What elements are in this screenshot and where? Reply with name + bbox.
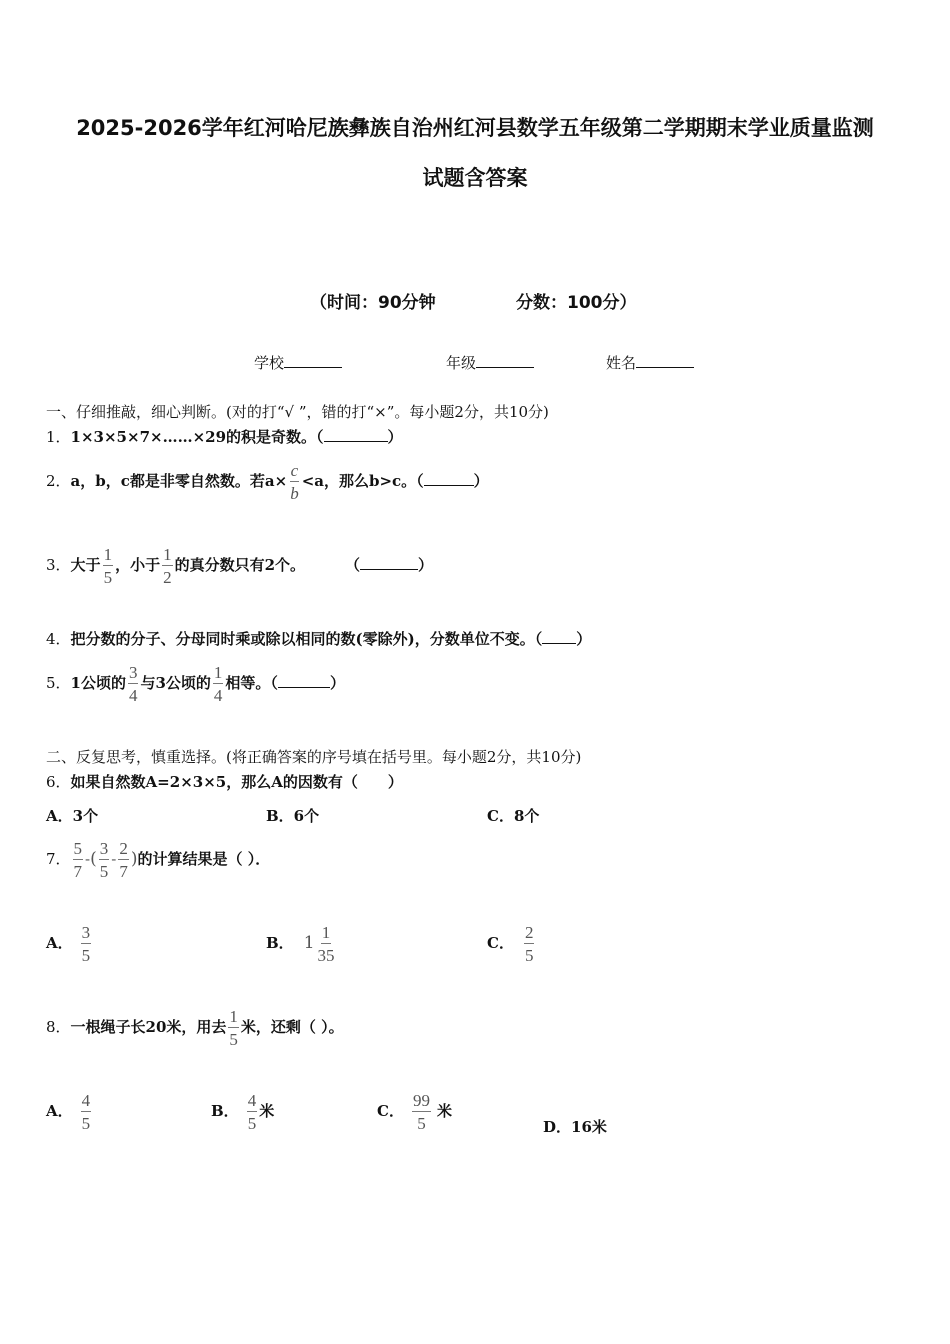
q5-fraction-2	[213, 664, 224, 704]
q8-number: 8．	[46, 1018, 71, 1036]
exam-score: 分数：100分）	[516, 293, 637, 313]
q2-pre: a，b，c都是非零自然数。若a×	[70, 472, 288, 490]
q3-f2-denominator: 2	[163, 568, 172, 587]
q2-number: 2．	[46, 472, 71, 490]
name-blank[interactable]	[636, 367, 694, 368]
q8-c-unit: 米	[436, 1102, 452, 1120]
question-8	[46, 1008, 344, 1048]
q7-option-b-label: B．	[266, 934, 294, 952]
q3-answer-blank[interactable]	[360, 569, 418, 570]
q8-option-c[interactable]	[377, 1092, 452, 1132]
q5-mid: 与3公顷的	[140, 674, 211, 692]
q7-option-c-fraction	[524, 924, 535, 964]
q7-b-denominator: 35	[317, 946, 335, 965]
document-title-line2: 试题含答案	[422, 166, 528, 190]
q6-option-c[interactable]: C．8个	[487, 807, 540, 825]
q7-f2-numerator: 3	[99, 839, 109, 858]
question-1	[46, 426, 403, 447]
q7-minus-2: -	[111, 850, 117, 868]
question-4	[46, 628, 591, 649]
q2-fraction	[289, 462, 300, 502]
q7-f3-numerator: 2	[119, 839, 128, 858]
q7-a-numerator: 3	[81, 923, 91, 942]
q7-option-b-fraction	[317, 924, 336, 964]
q5-f2-denominator: 4	[213, 686, 223, 705]
q1-answer-blank[interactable]	[324, 441, 388, 442]
q8-b-denominator: 5	[247, 1114, 257, 1133]
section2-heading: 二、反复思考，慎重选择。(将正确答案的序号填在括号里。每小题2分，共10分)	[46, 748, 582, 766]
q5-number: 5．	[46, 674, 71, 692]
q8-numerator: 1	[229, 1007, 238, 1026]
q4-end: ）	[576, 630, 592, 648]
q3-f1-denominator: 5	[103, 568, 113, 587]
q8-b-unit: 米	[259, 1102, 275, 1120]
q7-minus-1: -	[85, 850, 91, 868]
q8-option-b[interactable]	[211, 1092, 274, 1132]
q5-f2-numerator: 1	[213, 663, 223, 682]
q8-option-a[interactable]	[46, 1092, 93, 1132]
q7-fraction-1	[73, 840, 84, 880]
q1-end: ）	[387, 428, 403, 446]
q4-number: 4．	[46, 630, 71, 648]
q7-f2-denominator: 5	[99, 862, 109, 881]
grade-field[interactable]	[446, 352, 534, 373]
name-label: 姓名	[606, 354, 637, 372]
q7-c-denominator: 5	[524, 946, 534, 965]
q3-f2-numerator: 1	[163, 545, 172, 564]
question-2	[46, 462, 489, 502]
q7-f1-denominator: 7	[73, 862, 83, 881]
q3-mid: ，小于	[115, 556, 161, 574]
q7-lparen: (	[90, 849, 97, 869]
q5-post: 相等。（	[225, 674, 278, 692]
q4-text: 把分数的分子、分母同时乘或除以相同的数(零除外)，分数单位不变。（	[70, 630, 543, 648]
q5-answer-blank[interactable]	[278, 687, 330, 688]
q8-option-d[interactable]: D．16米	[543, 1118, 607, 1136]
question-7	[46, 840, 270, 880]
q8-fraction	[228, 1008, 239, 1048]
q7-f3-denominator: 7	[119, 862, 128, 881]
q3-fraction-2	[162, 546, 173, 586]
q8-denominator: 5	[229, 1030, 238, 1049]
q6-option-b[interactable]: B．6个	[266, 807, 320, 825]
question-3	[46, 546, 433, 586]
q1-text: 1×3×5×7×……×29的积是奇数。（	[70, 428, 324, 446]
q2-frac-denominator: b	[290, 484, 299, 503]
q7-fraction-2	[99, 840, 110, 880]
q3-number: 3．	[46, 556, 71, 574]
q7-c-numerator: 2	[524, 923, 534, 942]
q3-post: 的真分数只有2个。	[174, 556, 306, 574]
q7-number: 7．	[46, 850, 71, 868]
q5-f1-numerator: 3	[128, 663, 138, 682]
q5-pre: 1公顷的	[70, 674, 126, 692]
q1-number: 1．	[46, 428, 71, 446]
q8-post: 米，还剩（ ）。	[240, 1018, 344, 1036]
school-blank[interactable]	[284, 367, 342, 368]
q8-pre: 一根绳子长20米，用去	[70, 1018, 227, 1036]
name-field[interactable]	[606, 352, 694, 373]
q5-end: ）	[329, 674, 345, 692]
q5-fraction-1	[128, 664, 139, 704]
q6-number: 6．	[46, 773, 71, 791]
q7-fraction-3	[118, 840, 129, 880]
q8-c-denominator: 5	[417, 1114, 426, 1133]
q8-c-numerator: 99	[412, 1091, 430, 1110]
q3-f1-numerator: 1	[103, 545, 113, 564]
q8-option-b-label: B．	[211, 1102, 239, 1120]
q7-option-c[interactable]	[487, 924, 536, 964]
q7-text: 的计算结果是（ ）．	[137, 850, 271, 868]
school-label: 学校	[254, 354, 285, 372]
q3-end: ）	[418, 556, 434, 574]
q2-end: ）	[473, 472, 489, 490]
q5-f1-denominator: 4	[128, 686, 138, 705]
q7-option-a-label: A．	[46, 934, 73, 952]
q3-pre: 大于	[70, 556, 101, 574]
q7-rparen: )	[130, 849, 138, 869]
q8-b-numerator: 4	[247, 1091, 257, 1110]
grade-blank[interactable]	[476, 367, 534, 368]
question-6	[46, 771, 403, 792]
q3-fraction-1	[103, 546, 114, 586]
q7-option-c-label: C．	[487, 934, 514, 952]
q2-frac-numerator: c	[290, 461, 299, 480]
q6-option-a[interactable]: A．3个	[46, 807, 99, 825]
q3-paren-open: （	[345, 556, 361, 574]
q4-answer-blank[interactable]	[542, 643, 576, 644]
q7-option-a-fraction	[81, 924, 92, 964]
q8-a-numerator: 4	[81, 1091, 91, 1110]
document-title-line1: 2025-2026学年红河哈尼族彝族自治州红河县数学五年级第二学期期末学业质量监测	[76, 116, 874, 140]
q8-option-a-fraction	[81, 1092, 92, 1132]
q8-option-a-label: A．	[46, 1102, 73, 1120]
q7-b-whole: 1	[303, 933, 315, 953]
question-5	[46, 664, 345, 704]
section1-heading: 一、仔细推敲，细心判断。(对的打“√ ”，错的打“×”。每小题2分，共10分)	[46, 403, 549, 421]
q8-option-b-fraction	[247, 1092, 258, 1132]
school-field[interactable]	[254, 352, 342, 373]
q2-post: <a，那么b>c。（	[301, 472, 424, 490]
q2-answer-blank[interactable]	[424, 485, 474, 486]
q8-option-c-label: C．	[377, 1102, 404, 1120]
grade-label: 年级	[446, 354, 477, 372]
q7-option-b[interactable]	[266, 924, 338, 964]
exam-time: （时间：90分钟	[310, 293, 436, 313]
q8-a-denominator: 5	[81, 1114, 91, 1133]
q7-option-a[interactable]	[46, 924, 93, 964]
q7-b-numerator: 1	[321, 923, 331, 942]
q7-a-denominator: 5	[81, 946, 91, 965]
q8-option-c-fraction	[412, 1092, 431, 1132]
q7-f1-numerator: 5	[73, 839, 83, 858]
q6-text: 如果自然数A=2×3×5，那么A的因数有（ ）	[70, 773, 403, 791]
